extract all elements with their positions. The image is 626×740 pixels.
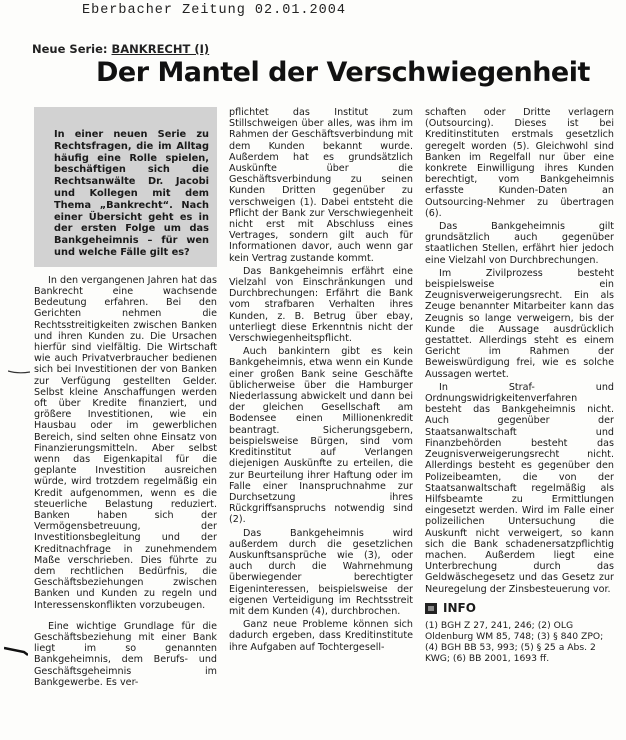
paragraph: Das Bankgeheimnis wird außerdem durch die gesetzlichen Auskunftsansprüche wie (3), oder auch durch die Wahrnehmung überwiegender berechtigter Eigeninteressen, beispielsweise der eigenen Verteidigung im Rechtsstreit mit dem Kunden (4), durchbrochen. (229, 527, 413, 617)
newspaper-header: Eberbacher Zeitung 02.01.2004 (82, 3, 346, 18)
paragraph: Das Bankgeheimnis erfährt eine Vielzahl von Einschränkungen und Durchbrechungen: Erfährt die Bank vom strafbaren Verhalten ihres Kunden, z. B. Betrug über ebay, unterliegt diese Erkenntnis nicht der Verschwiegenheitspflicht. (229, 265, 413, 345)
paragraph: Eine wichtige Grundlage für die Geschäftsbeziehung mit einer Bank liegt im so genannten Bankgeheimnis, dem Berufs- und Geschäftsgeheimnis im Bankgewerbe. Es ver- (34, 620, 217, 688)
paragraph: Im Zivilprozess besteht beispielsweise ein Zeugnisverweigerungsrecht. Ein als Zeuge benannter Mitarbeiter kann das Zeugnis so lange verweigern, bis der Kunde die Aussage ausdrücklich gestattet. Allerdings steht es einem Gericht im Rahmen der Beweiswürdigung frei, wie es solche Aussagen wertet. (425, 267, 614, 380)
margin-pen-mark (8, 370, 30, 374)
paragraph: Das Bankgeheimnis gilt grundsätzlich auch gegenüber staatlichen Stellen, erfährt hier jedoch eine Vielzahl von Durchbrechungen. (425, 221, 614, 266)
paragraph: pflichtet das Institut zum Stillschweigen über alles, was ihm im Rahmen der Geschäftsverbindung mit dem Kunden bekannt wurde. Außerdem hat es grundsätzlich Auskünfte über die Geschäftsverbindung zu seinen Kunden Dritten gegenüber zu verschweigen (1). Dabei entsteht die Pflicht der Bank zur Verschwiegenheit nicht erst mit Abschluss eines Vertrages, sondern gilt auch für Informationen davor, auch wenn gar kein Vertrag zustande kommt. (229, 107, 413, 264)
article-column-3 (425, 107, 614, 664)
article-column-1 (34, 107, 217, 690)
margin-pen-mark (4, 646, 28, 656)
series-name: BANKRECHT (I) (111, 42, 210, 56)
intro-box (34, 107, 217, 267)
paragraph: In den vergangenen Jahren hat das Bankrecht eine wachsende Bedeutung erfahren. Bei den Gerichten nehmen die Rechtsstreitigkeiten zwischen Banken und ihren Kunden zu. Die Ursachen hierfür sind vielfältig. Die Wirtschaft wie auch Privatverbraucher bedienen sich bei Investitionen der von Banken zur Verfügung gestellten Gelder. Selbst kleine Anschaffungen werden oft über Kredite finanziert, und größere Investitionen, wie ein Hausbau oder im gewerblichen Bereich, sind selten ohne Einsatz von Finanzierungsmitteln. Aber selbst wenn das Eigenkapital für die geplante Investition ausreichen würde, wird trotzdem regelmäßig ein Kredit aufgenommen, wenn es die steuerliche Belastung reduziert. Banken haben sich der Vermögensbetreuung, der Investitionsbegleitung und der Kreditnachfrage in zunehmendem Maße verschrieben. Dies führte zu dem rechtlichen Bedürfnis, die Geschäftsbeziehungen zwischen Banken und Kunden zu regeln und Interessenskonflikten vorzubeugen. (34, 274, 217, 611)
paragraph: In Straf- und Ordnungswidrigkeitenverfahren besteht das Bankgeheimnis nicht. Auch gegenüber der Staatsanwaltschaft und Finanzbehörden besteht das Zeugnisverweigerungsrecht nicht. Allerdings besteht es gegenüber den Polizeibeamten, die von der Staatsanwaltschaft regelmäßig als Hilfsbeamte zu Ermittlungen eingesetzt werden. Wird im Falle einer polizeilichen Untersuchung die Auskunft nicht verweigert, so kann sich die Bank schadenersatzpflichtig machen. Außerdem liegt eine Unterbrechung durch das Geldwäschegesetz und das Gesetz zur Neuregelung der Zinsbesteuerung vor. (425, 381, 614, 595)
info-title: INFO (443, 600, 476, 615)
intro-text: In einer neuen Serie zu Rechtsfragen, die im Alltag häufig eine Rolle spielen, beschäftigen sich die Rechtsanwälte Dr. Jacobi und Kollegen mit dem Thema „Bankrecht“. Nach einer Übersicht geht es in der ersten Folge um das Bankgeheimnis – für wen und welche Fälle gilt es? (54, 129, 209, 258)
series-prefix: Neue Serie: (32, 42, 112, 56)
paragraph: schaften oder Dritte verlagern (Outsourcing). Dieses ist bei Kreditinstituten erstmals gesetzlich geregelt worden (5). Gleichwohl sind Banken im Regelfall nur über eine konkrete Einwilligung ihres Kunden berechtigt, vom Bankgeheimnis erfasste Kunden-Daten an Outsourcing-Nehmer zu übertragen (6). (425, 107, 614, 219)
info-icon (425, 603, 437, 614)
series-label (32, 42, 209, 56)
paragraph: Auch bankintern gibt es kein Bankgeheimnis, etwa wenn ein Kunde einer großen Bank seine Geschäfte üblicherweise über die Hamburger Niederlassung abwickelt und dann bei der gleichen Gesellschaft am Bodensee einen Millionenkredit beantragt. Sicherungsgebern, beispielsweise Bürgen, sind vom Kreditinstitut auf Verlangen diejenigen Auskünfte zu erteilen, die zur Beurteilung ihrer Haftung oder im Falle einer Inanspruchnahme zur Durchsetzung ihres Rückgriffsanspruchs notwendig sind (2). (229, 346, 413, 526)
paragraph: Ganz neue Probleme können sich dadurch ergeben, dass Kreditinstitute ihre Aufgaben auf Tochtergesell- (229, 619, 413, 653)
info-heading (425, 600, 614, 615)
article-column-2 (229, 107, 413, 655)
info-references: (1) BGH Z 27, 241, 246; (2) OLG Oldenburg WM 85, 748; (3) § 840 ZPO; (4) BGH BB 53, 993; (5) § 25 a Abs. 2 KWG; (6) BB 2001, 1693 ff. (425, 619, 604, 664)
article-title: Der Mantel der Verschwiegenheit (96, 57, 590, 88)
